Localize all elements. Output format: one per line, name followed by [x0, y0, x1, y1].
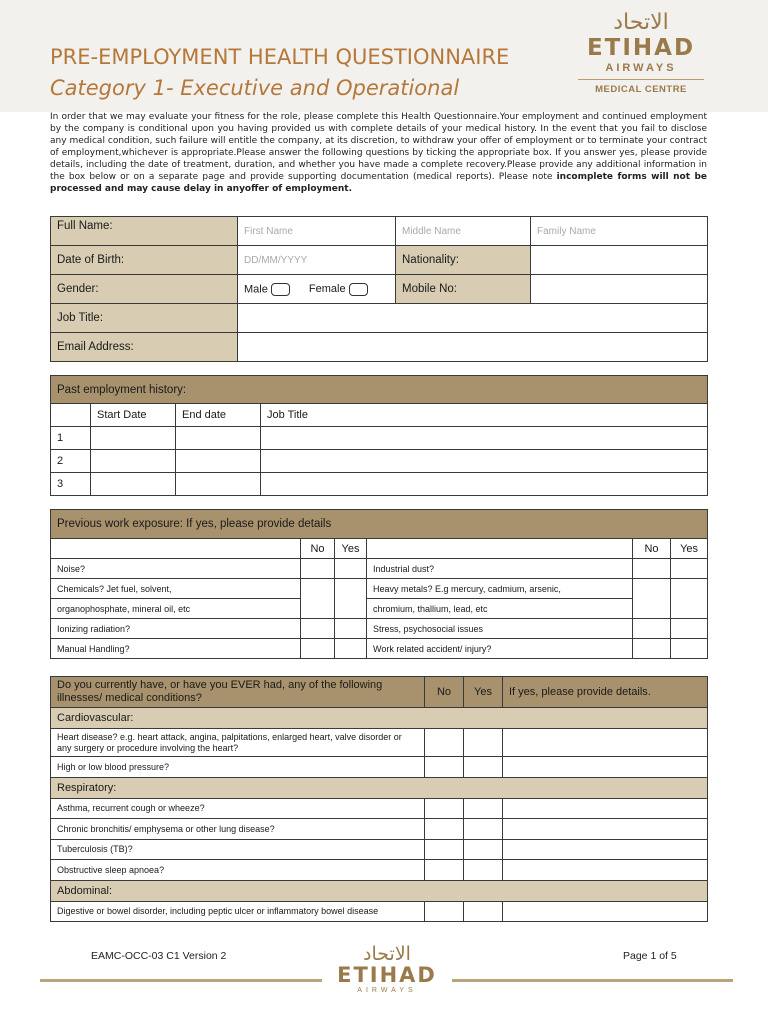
personal-details-table [50, 216, 708, 362]
logo-airways: AIRWAYS [605, 62, 677, 74]
abdominal-section: Abdominal: [51, 880, 708, 901]
exposure-radiation: Ionizing radiation? [51, 619, 301, 639]
start-date-cell[interactable] [91, 450, 176, 473]
page-header [0, 0, 768, 112]
email-label: Email Address: [51, 333, 238, 362]
yes-checkbox[interactable] [671, 619, 708, 639]
tuberculosis-question: Tuberculosis (TB)? [51, 839, 425, 860]
gender-label: Gender: [51, 275, 238, 304]
exposure-stress: Stress, psychosocial issues [367, 619, 633, 639]
table-row [51, 729, 708, 757]
no-checkbox[interactable] [425, 819, 464, 840]
footer-logo-arabic: الاتحاد [363, 943, 411, 965]
sleep-apnoea-question: Obstructive sleep apnoea? [51, 860, 425, 881]
yes-header: Yes [671, 539, 708, 559]
details-cell[interactable] [503, 798, 708, 819]
job-title-input[interactable] [238, 304, 708, 333]
end-date-header: End date [176, 404, 261, 427]
table-row [51, 619, 708, 639]
no-checkbox[interactable] [301, 639, 335, 659]
details-cell[interactable] [503, 901, 708, 922]
yes-checkbox[interactable] [464, 901, 503, 922]
nationality-input[interactable] [531, 246, 708, 275]
job-title-label: Job Title: [51, 304, 238, 333]
details-cell[interactable] [503, 757, 708, 778]
exposure-heavy-metals: Heavy metals? E.g mercury, cadmium, arsenic, [367, 579, 633, 599]
full-name-label: Full Name: [51, 217, 238, 246]
heart-disease-question: Heart disease? e.g. heart attack, angina, palpitations, enlarged heart, valve disorder or any surgery or procedure involving the heart? [51, 729, 425, 757]
mobile-input[interactable] [531, 275, 708, 304]
bronchitis-question: Chronic bronchitis/ emphysema or other lung disease? [51, 819, 425, 840]
footer-divider-left [40, 979, 322, 982]
yes-checkbox[interactable] [464, 819, 503, 840]
table-row [51, 839, 708, 860]
footer-logo-airways: AIRWAYS [357, 987, 417, 994]
no-checkbox[interactable] [425, 839, 464, 860]
first-name-input[interactable]: First Name [238, 217, 396, 246]
end-date-cell[interactable] [176, 473, 261, 496]
row-number-header [51, 404, 91, 427]
no-checkbox[interactable] [633, 579, 671, 619]
mobile-label: Mobile No: [396, 275, 531, 304]
no-checkbox[interactable] [301, 619, 335, 639]
logo-divider [578, 79, 704, 80]
logo-brand: ETIHAD [586, 35, 696, 61]
female-label: Female [308, 282, 346, 295]
logo-arabic-text: الاتحاد [613, 10, 669, 35]
table-row [51, 798, 708, 819]
details-header: If yes, please provide details. [503, 677, 708, 708]
intro-bold-note: incomplete forms will not be processed and may cause delay in anyoffer of employment. [50, 172, 707, 194]
yes-header: Yes [464, 677, 503, 708]
no-checkbox[interactable] [425, 798, 464, 819]
exposure-noise: Noise? [51, 559, 301, 579]
details-cell[interactable] [503, 819, 708, 840]
start-date-header: Start Date [91, 404, 176, 427]
table-row [51, 450, 708, 473]
exposure-dust: Industrial dust? [367, 559, 633, 579]
no-checkbox[interactable] [425, 860, 464, 881]
exposure-blank-header [367, 539, 633, 559]
illness-history-table [50, 676, 708, 922]
job-title-cell[interactable] [261, 473, 708, 496]
details-cell[interactable] [503, 729, 708, 757]
row-number: 3 [51, 473, 91, 496]
table-row [51, 427, 708, 450]
etihad-medical-logo [578, 10, 704, 95]
no-header: No [633, 539, 671, 559]
work-exposure-title: Previous work exposure: If yes, please provide details [51, 510, 708, 539]
document-code: EAMC-OCC-03 C1 Version 2 [91, 950, 227, 962]
logo-medical-centre: MEDICAL CENTRE [595, 84, 687, 95]
start-date-cell[interactable] [91, 473, 176, 496]
yes-checkbox[interactable] [464, 798, 503, 819]
employment-history-table [50, 375, 708, 496]
yes-checkbox[interactable] [671, 579, 708, 619]
table-row [51, 639, 708, 659]
details-cell[interactable] [503, 839, 708, 860]
table-row [51, 473, 708, 496]
no-checkbox[interactable] [301, 579, 335, 619]
yes-checkbox[interactable] [671, 639, 708, 659]
table-row [51, 819, 708, 840]
row-number: 2 [51, 450, 91, 473]
dob-input[interactable]: DD/MM/YYYY [238, 246, 396, 275]
exposure-blank-header [51, 539, 301, 559]
male-label: Male [244, 282, 268, 295]
no-header: No [301, 539, 335, 559]
end-date-cell[interactable] [176, 450, 261, 473]
yes-checkbox[interactable] [464, 860, 503, 881]
digestive-question: Digestive or bowel disorder, including peptic ulcer or inflammatory bowel disease [51, 901, 425, 922]
employment-history-title: Past employment history: [51, 376, 708, 404]
details-cell[interactable] [503, 860, 708, 881]
start-date-cell[interactable] [91, 427, 176, 450]
gender-options [238, 275, 396, 304]
exposure-accident: Work related accident/ injury? [367, 639, 633, 659]
footer-divider-right [452, 979, 733, 982]
exposure-heavy-metals-cont: chromium, thallium, lead, etc [367, 599, 633, 619]
email-input[interactable] [238, 333, 708, 362]
yes-checkbox[interactable] [671, 559, 708, 579]
work-exposure-table [50, 509, 708, 659]
yes-checkbox[interactable] [335, 619, 367, 639]
female-checkbox[interactable] [349, 283, 368, 296]
job-title-header: Job Title [261, 404, 708, 427]
no-checkbox[interactable] [633, 639, 671, 659]
no-checkbox[interactable] [633, 559, 671, 579]
male-checkbox[interactable] [271, 283, 290, 296]
row-number: 1 [51, 427, 91, 450]
exposure-chemicals: Chemicals? Jet fuel, solvent, [51, 579, 301, 599]
family-name-input[interactable]: Family Name [531, 217, 708, 246]
yes-checkbox[interactable] [335, 559, 367, 579]
no-checkbox[interactable] [425, 901, 464, 922]
footer-etihad-logo [322, 944, 452, 995]
table-row [51, 901, 708, 922]
no-checkbox[interactable] [425, 757, 464, 778]
yes-header: Yes [335, 539, 367, 559]
no-checkbox[interactable] [425, 729, 464, 757]
no-checkbox[interactable] [301, 559, 335, 579]
illness-question: Do you currently have, or have you EVER had, any of the following illnesses/ medical conditions? [51, 677, 425, 708]
cardiovascular-section: Cardiovascular: [51, 708, 708, 729]
yes-checkbox[interactable] [464, 729, 503, 757]
table-row [51, 579, 708, 599]
table-row [51, 599, 708, 619]
blood-pressure-question: High or low blood pressure? [51, 757, 425, 778]
table-row [51, 757, 708, 778]
no-checkbox[interactable] [633, 619, 671, 639]
job-title-cell[interactable] [261, 427, 708, 450]
yes-checkbox[interactable] [335, 579, 367, 619]
dob-label: Date of Birth: [51, 246, 238, 275]
title-line-2: Category 1- Executive and Operational [50, 76, 460, 100]
job-title-cell[interactable] [261, 450, 708, 473]
nationality-label: Nationality: [396, 246, 531, 275]
yes-checkbox[interactable] [464, 839, 503, 860]
table-row [51, 559, 708, 579]
footer-logo-brand: ETIHAD [337, 963, 437, 987]
respiratory-section: Respiratory: [51, 777, 708, 798]
intro-paragraph [50, 111, 707, 195]
asthma-question: Asthma, recurrent cough or wheeze? [51, 798, 425, 819]
table-row [51, 860, 708, 881]
page-number: Page 1 of 5 [623, 950, 677, 962]
yes-checkbox[interactable] [464, 757, 503, 778]
exposure-manual-handling: Manual Handling? [51, 639, 301, 659]
no-header: No [425, 677, 464, 708]
title-line-1: PRE-EMPLOYMENT HEALTH QUESTIONNAIRE [50, 45, 510, 69]
intro-text: In order that we may evaluate your fitness for the role, please complete this Health Questionnaire.Your employment and continued employment by the company is conditional upon you having provided us with complete details of your medical history. In the event that you fail to disclose any medical condition, such failure will entitle the company, at its discretion, to withdraw your offer of employment or to terminate your contract of employment,whichever is appropriate.Please answer the following questions by ticking the appropriate box. If you answer yes, please provide details, including the date of treatment, duration, and whether you have made a complete recovery.Please provide any additional information in the box below or on a separate page and provide supporting documentation (medical reports). Please note [50, 112, 707, 182]
yes-checkbox[interactable] [335, 639, 367, 659]
page-title [50, 42, 509, 104]
exposure-chemicals-cont: organophosphate, mineral oil, etc [51, 599, 301, 619]
middle-name-input[interactable]: Middle Name [396, 217, 531, 246]
end-date-cell[interactable] [176, 427, 261, 450]
